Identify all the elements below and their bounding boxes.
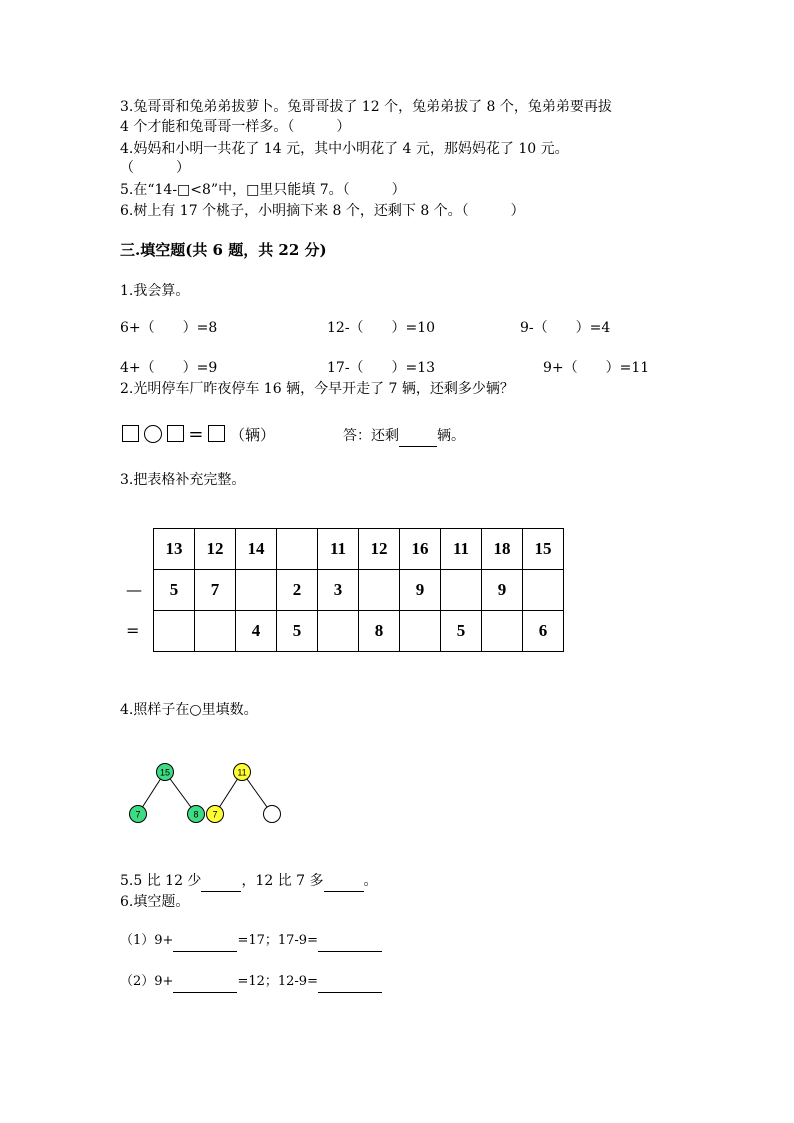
answer-blank[interactable] bbox=[399, 426, 437, 447]
table-cell: 5 bbox=[441, 611, 482, 652]
fill1-r1c3: 9-（ ）=4 bbox=[520, 320, 611, 336]
table-cell: 6 bbox=[523, 611, 564, 652]
table-cell[interactable] bbox=[482, 611, 523, 652]
answer-blank[interactable] bbox=[173, 972, 237, 993]
table-cell: 16 bbox=[400, 529, 441, 570]
fill6-line2-a: （2）9+ bbox=[120, 974, 174, 989]
answer-blank[interactable] bbox=[201, 871, 241, 892]
table-cell: 5 bbox=[277, 611, 318, 652]
fill6-title: 6.填空题。 bbox=[120, 894, 190, 910]
table-cell[interactable] bbox=[154, 611, 195, 652]
answer-blank[interactable] bbox=[324, 871, 364, 892]
fill6-line1-a: （1）9+ bbox=[120, 933, 174, 948]
fill5-part2: ，12 比 7 多 bbox=[241, 873, 324, 889]
table-cell: 3 bbox=[318, 570, 359, 611]
fill5-part3: 。 bbox=[363, 873, 378, 889]
fill1-r2c2: 17-（ ）=13 bbox=[327, 360, 436, 376]
fill6-line2-b: =12；12-9= bbox=[237, 974, 318, 989]
fill6-line1 bbox=[120, 931, 382, 952]
answer-circle[interactable] bbox=[264, 806, 281, 823]
table-cell[interactable] bbox=[523, 570, 564, 611]
table-cell[interactable] bbox=[277, 529, 318, 570]
table-cell: 9 bbox=[482, 570, 523, 611]
answer-suffix: 辆。 bbox=[437, 428, 465, 444]
table-cell: 12 bbox=[195, 529, 236, 570]
fill2-question: 2.光明停车厂昨夜停车 16 辆，今早开走了 7 辆，还剩多少辆？ bbox=[120, 381, 514, 397]
fill6-line1-b: =17；17-9= bbox=[237, 933, 318, 948]
operator-circle[interactable] bbox=[144, 425, 162, 443]
fill1-r2c1: 4+（ ）=9 bbox=[120, 360, 218, 376]
minus-sign: — bbox=[126, 580, 142, 599]
fill5-line bbox=[120, 871, 378, 892]
answer-blank[interactable] bbox=[318, 972, 382, 993]
table-cell[interactable] bbox=[236, 570, 277, 611]
bond-number: 11 bbox=[237, 767, 247, 778]
answer-blank[interactable] bbox=[318, 931, 382, 952]
table-cell: 4 bbox=[236, 611, 277, 652]
bond-number: 7 bbox=[135, 809, 141, 820]
table-row bbox=[154, 611, 564, 652]
bond-number: 7 bbox=[212, 809, 218, 820]
equals-sign: = bbox=[188, 424, 204, 445]
table-cell: 13 bbox=[154, 529, 195, 570]
answer-prefix: 答：还剩 bbox=[343, 428, 399, 444]
fill1-r1c1: 6+（ ）=8 bbox=[120, 320, 218, 336]
fill6-line2 bbox=[120, 972, 382, 993]
task-bond bbox=[207, 764, 281, 823]
table-cell: 9 bbox=[400, 570, 441, 611]
answer-box[interactable] bbox=[208, 425, 225, 442]
table-cell: 5 bbox=[154, 570, 195, 611]
judge-q3-line1: 3.兔哥哥和兔弟弟拔萝卜。兔哥哥拔了 12 个，兔弟弟拔了 8 个，兔弟弟要再拔 bbox=[120, 99, 612, 115]
judge-q3-line2: 4 个才能和兔哥哥一样多。（ ） bbox=[120, 119, 351, 135]
table-cell: 8 bbox=[359, 611, 400, 652]
table-cell[interactable] bbox=[195, 611, 236, 652]
table-cell: 12 bbox=[359, 529, 400, 570]
fill2-equation bbox=[122, 425, 275, 445]
fill3-title: 3.把表格补充完整。 bbox=[120, 472, 246, 488]
table-cell: 15 bbox=[523, 529, 564, 570]
table-cell: 18 bbox=[482, 529, 523, 570]
table-cell[interactable] bbox=[400, 611, 441, 652]
fill1-r1c2: 12-（ ）=10 bbox=[327, 320, 436, 336]
answer-box[interactable] bbox=[122, 425, 139, 442]
answer-box[interactable] bbox=[167, 425, 184, 442]
number-table bbox=[153, 528, 564, 652]
judge-q4-line2: （ ） bbox=[120, 160, 190, 176]
fill1-title: 1.我会算。 bbox=[120, 283, 190, 299]
table-cell[interactable] bbox=[318, 611, 359, 652]
bond-number: 15 bbox=[159, 767, 171, 778]
answer-blank[interactable] bbox=[173, 931, 237, 952]
judge-q4-line1: 4.妈妈和小明一共花了 14 元，其中小明花了 4 元，那妈妈花了 10 元。 bbox=[120, 141, 569, 157]
table-row bbox=[154, 529, 564, 570]
table-row bbox=[154, 570, 564, 611]
fill2-answer bbox=[343, 426, 465, 447]
table-cell[interactable] bbox=[441, 570, 482, 611]
fill1-r2c3: 9+（ ）=11 bbox=[543, 360, 650, 376]
table-cell: 11 bbox=[441, 529, 482, 570]
table-cell: 14 bbox=[236, 529, 277, 570]
judge-q6: 6.树上有 17 个桃子，小明摘下来 8 个，还剩下 8 个。（ ） bbox=[120, 203, 525, 219]
table-cell: 7 bbox=[195, 570, 236, 611]
table-cell[interactable] bbox=[359, 570, 400, 611]
judge-q5: 5.在“14-□<8”中，□里只能填 7。（ ） bbox=[120, 182, 406, 198]
example-bond bbox=[130, 764, 205, 823]
fill5-part1: 5.5 比 12 少 bbox=[120, 873, 202, 889]
unit-label: （辆） bbox=[230, 426, 276, 444]
table-cell: 11 bbox=[318, 529, 359, 570]
number-bond-diagram bbox=[120, 758, 420, 838]
bond-number: 8 bbox=[193, 809, 199, 820]
section-heading: 三.填空题(共 6 题，共 22 分) bbox=[120, 241, 327, 259]
equals-sign: = bbox=[126, 621, 140, 640]
fill4-title: 4.照样子在○里填数。 bbox=[120, 702, 258, 718]
table-cell: 2 bbox=[277, 570, 318, 611]
